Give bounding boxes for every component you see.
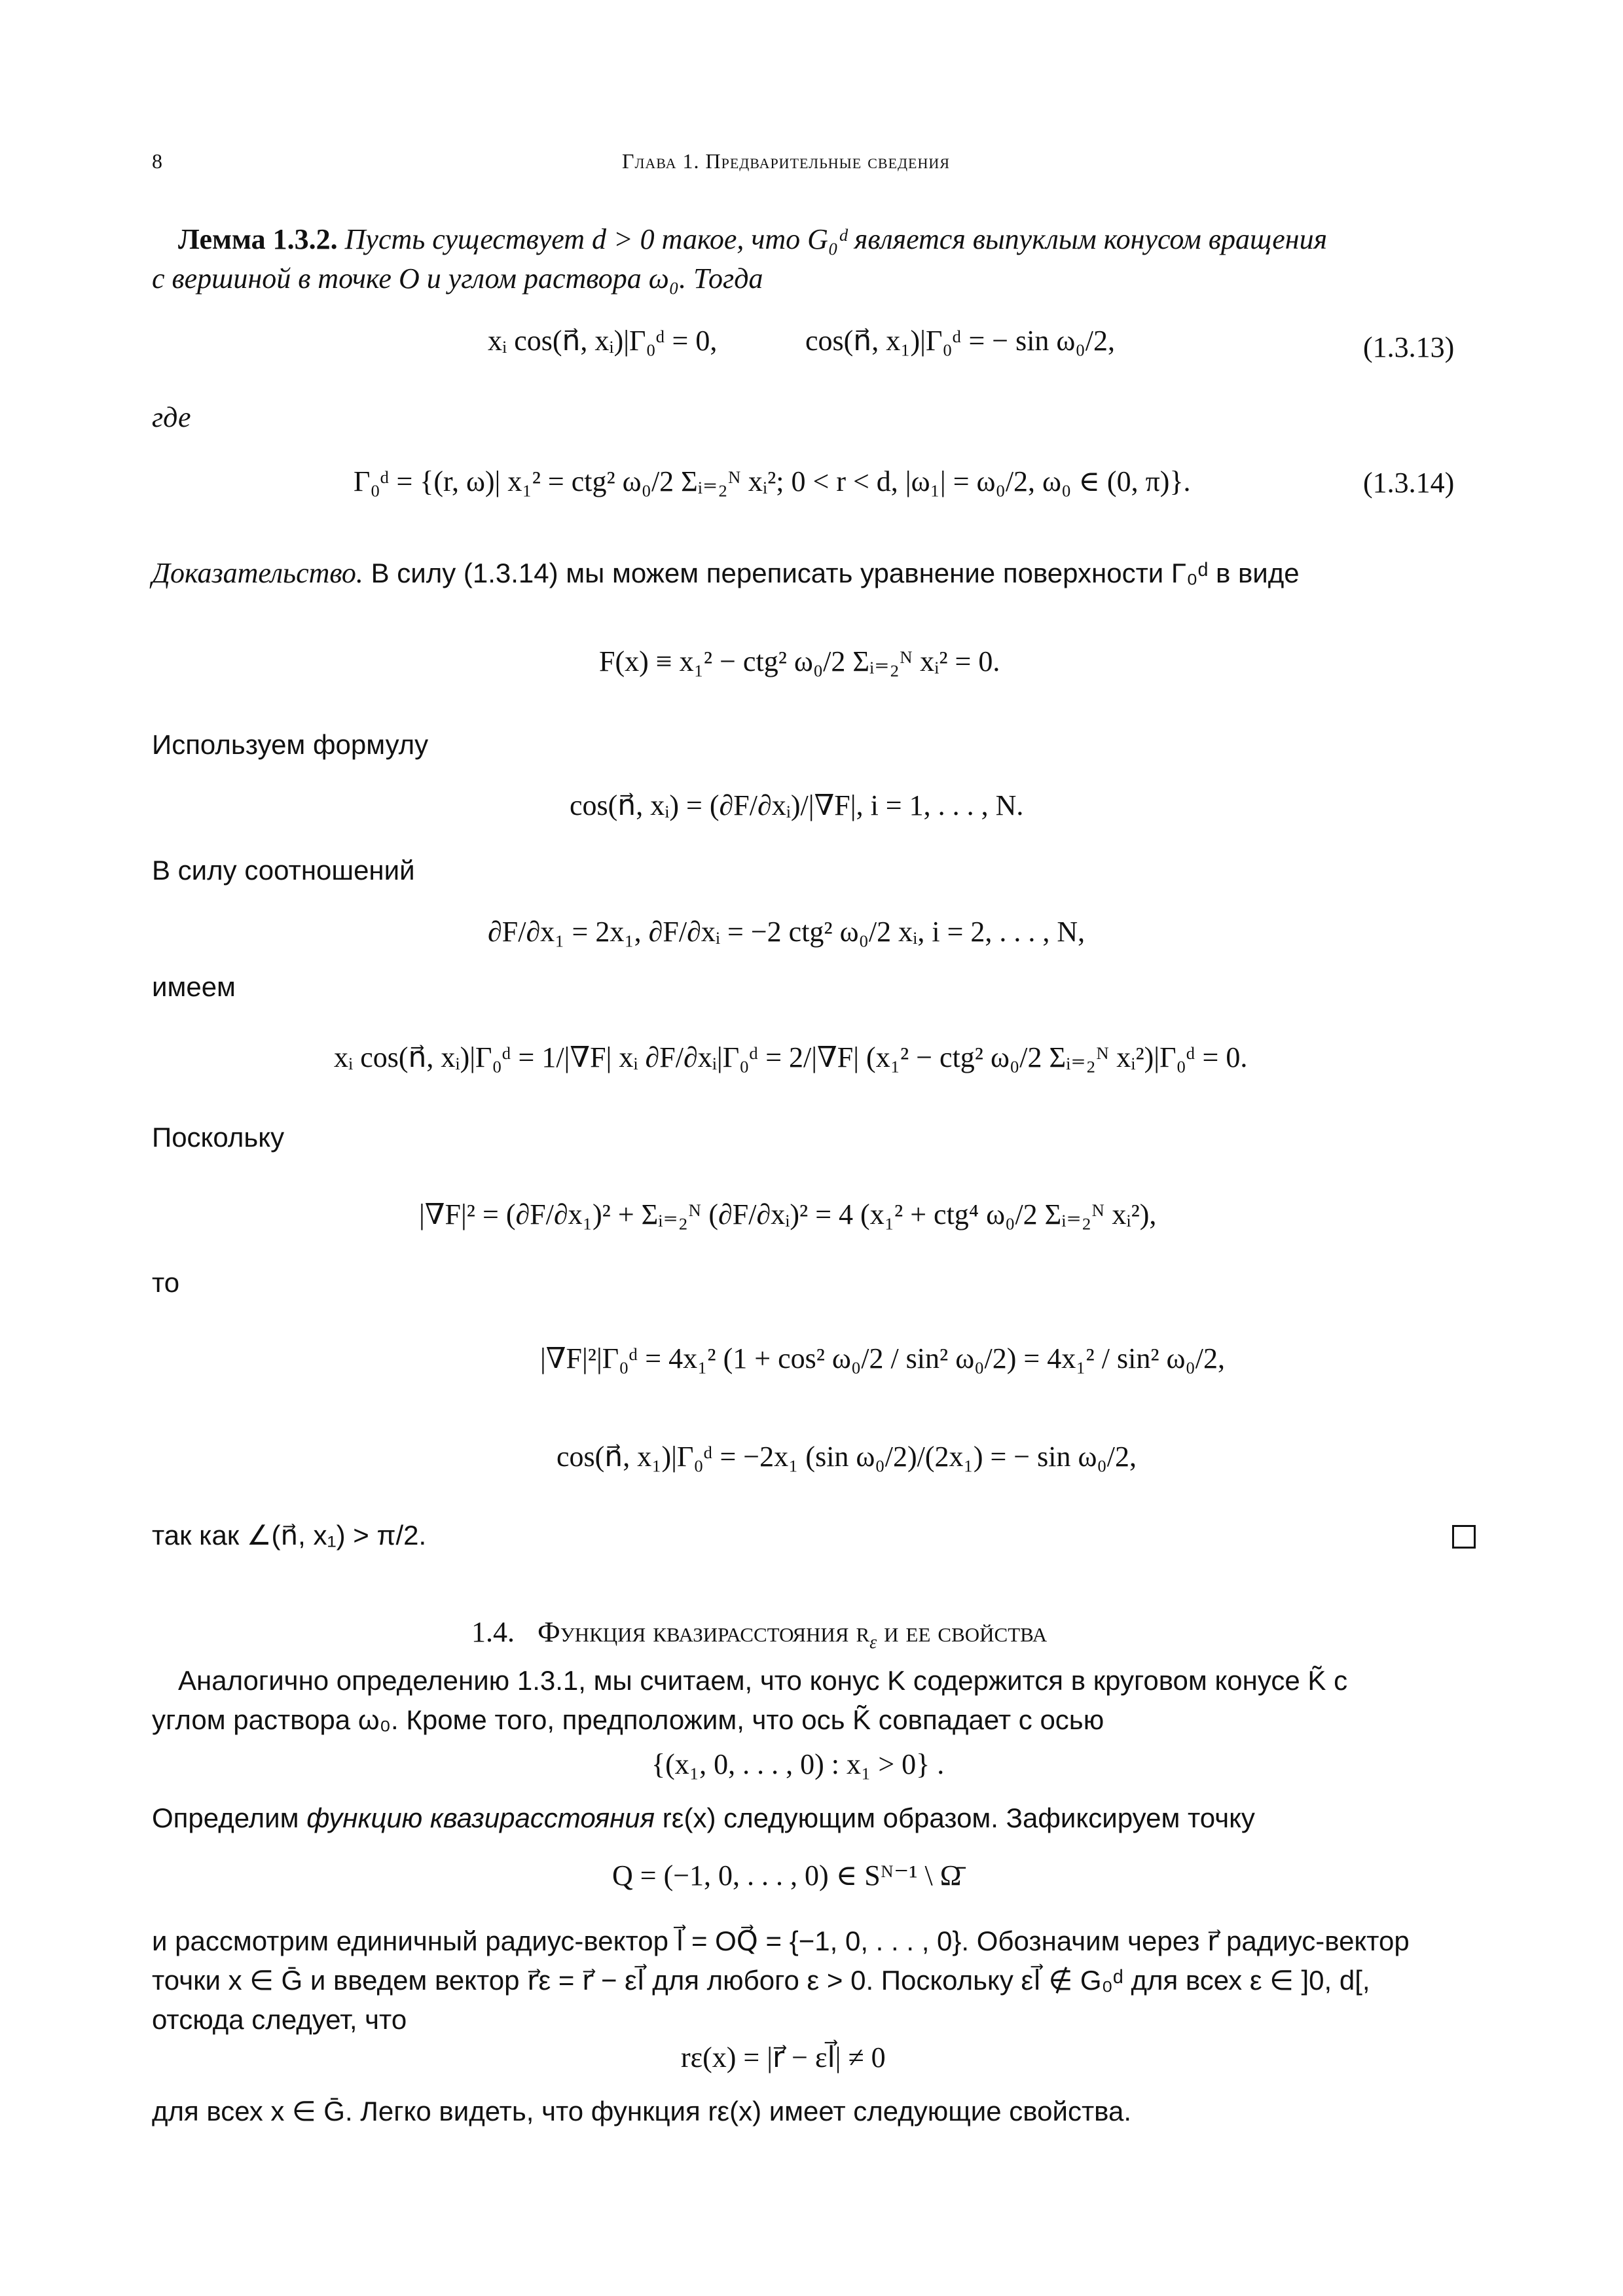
where-label: где — [152, 401, 191, 433]
lemma-statement-1: Пусть существует d > 0 такое, что G₀ᵈ является выпуклым конусом вращения — [344, 223, 1328, 255]
section-title-sub: ε — [869, 1632, 877, 1653]
section-heading — [471, 1615, 1047, 1653]
equation-axis: {(x₁, 0, . . . , 0) : x₁ > 0} . — [651, 1748, 945, 1780]
equation-1-3-14: Γ₀ᵈ = {(r, ω)| x₁² = ctg² ω₀/2 Σᵢ₌₂ᴺ xᵢ²; 0 < r < d, |ω₁| = ω₀/2, ω₀ ∈ (0, π)}. — [354, 465, 1191, 497]
section-number: 1.4. — [471, 1616, 515, 1648]
qed-square-icon — [1452, 1525, 1476, 1549]
equation-r-epsilon: rε(x) = |r⃗ − εl⃗| ≠ 0 — [681, 2041, 886, 2073]
equation-grad-squared: |∇F|² = (∂F/∂x₁)² + Σᵢ₌₂ᴺ (∂F/∂xᵢ)² = 4 (x₁² + ctg⁴ ω₀/2 Σᵢ₌₂ᴺ xᵢ²), — [419, 1198, 1157, 1230]
equation-F: F(x) ≡ x₁² − ctg² ω₀/2 Σᵢ₌₂ᴺ xᵢ² = 0. — [599, 645, 1000, 677]
lemma-label: Лемма 1.3.2. — [178, 223, 338, 255]
equation-partials: ∂F/∂x₁ = 2x₁, ∂F/∂xᵢ = −2 ctg² ω₀/2 xᵢ, i = 2, . . . , N, — [488, 916, 1085, 948]
equation-number-1-3-14: (1.3.14) — [1363, 467, 1455, 499]
paragraph-3-line-1: и рассмотрим единичный радиус-вектор l⃗ = OQ⃗ = {−1, 0, . . . , 0}. Обозначим через r⃗ радиус-вектор — [152, 1926, 1410, 1956]
paragraph-3-line-2: точки x ∈ Ḡ и введем вектор r⃗ε = r⃗ − εl⃗ для любого ε > 0. Поскольку εl⃗ ∉ G₀ᵈ для всех ε ∈ ]0, d[, — [152, 1965, 1370, 1996]
equation-cos-x1: cos(n⃗, x₁)|Γ₀ᵈ = −2x₁ (sin ω₀/2)/(2x₁) = − sin ω₀/2, — [556, 1441, 1137, 1473]
equation-1-3-13-left: xᵢ cos(n⃗, xᵢ)|Γ₀ᵈ = 0, — [488, 325, 718, 357]
section-title-end: и ее свойства — [877, 1616, 1048, 1648]
paragraph-2-italic: функцию квазирасстояния — [306, 1803, 655, 1833]
paragraph-2 — [152, 1800, 1255, 1837]
equation-grad-squared-boundary: |∇F|²|Γ₀ᵈ = 4x₁² (1 + cos² ω₀/2 / sin² ω₀/2) = 4x₁² / sin² ω₀/2, — [540, 1342, 1226, 1374]
use-formula-text: Используем формулу — [152, 729, 429, 760]
lemma-line-2: с вершиной в точке O и углом раствора ω₀. Тогда — [152, 262, 763, 295]
proof-line-1 — [152, 555, 1300, 592]
by-relations-text: В силу соотношений — [152, 855, 415, 886]
since-angle-text: так как ∠(n⃗, x₁) > π/2. — [152, 1520, 427, 1551]
equation-number-1-3-13: (1.3.13) — [1363, 331, 1455, 363]
paragraph-1-line-1: Аналогично определению 1.3.1, мы считаем, что конус K содержится в круговом конусе K̃ с — [178, 1665, 1348, 1696]
paragraph-4: для всех x ∈ Ḡ. Легко видеть, что функция rε(x) имеет следующие свойства. — [152, 2096, 1132, 2126]
paragraph-1-line-2: углом раствора ω₀. Кроме того, предположим, что ось K̃ совпадает с осью — [152, 1704, 1104, 1735]
equation-xi-cos: xᵢ cos(n⃗, xᵢ)|Γ₀ᵈ = 1/|∇F| xᵢ ∂F/∂xᵢ|Γ₀ᵈ = 2/|∇F| (x₁² − ctg² ω₀/2 Σᵢ₌₂ᴺ xᵢ²)|Γ₀ᵈ = 0. — [334, 1041, 1248, 1073]
running-title: Глава 1. Предварительные сведения — [622, 149, 950, 173]
page-number: 8 — [152, 149, 163, 173]
lemma-line-1 — [178, 221, 1327, 258]
equation-1-3-13-right: cos(n⃗, x₁)|Γ₀ᵈ = − sin ω₀/2, — [805, 325, 1115, 357]
paragraph-2-end: rε(x) следующим образом. Зафиксируем точку — [655, 1803, 1255, 1833]
equation-Q: Q = (−1, 0, . . . , 0) ∈ Sᴺ⁻¹ \ Ω̄ — [612, 1859, 962, 1892]
equation-cos: cos(n⃗, xᵢ) = (∂F/∂xᵢ)/|∇F|, i = 1, . . . , N. — [570, 789, 1024, 821]
proof-text-1: В силу (1.3.14) мы можем переписать уравнение поверхности Γ₀ᵈ в виде — [371, 558, 1300, 588]
then-text: то — [152, 1267, 180, 1298]
paragraph-2-start: Определим — [152, 1803, 307, 1833]
since-text: Поскольку — [152, 1122, 285, 1153]
proof-label: Доказательство. — [152, 557, 363, 589]
paragraph-3-line-3: отсюда следует, что — [152, 2004, 407, 2035]
we-have-text: имеем — [152, 971, 236, 1002]
section-title: Функция квазирасстояния r — [538, 1616, 870, 1648]
